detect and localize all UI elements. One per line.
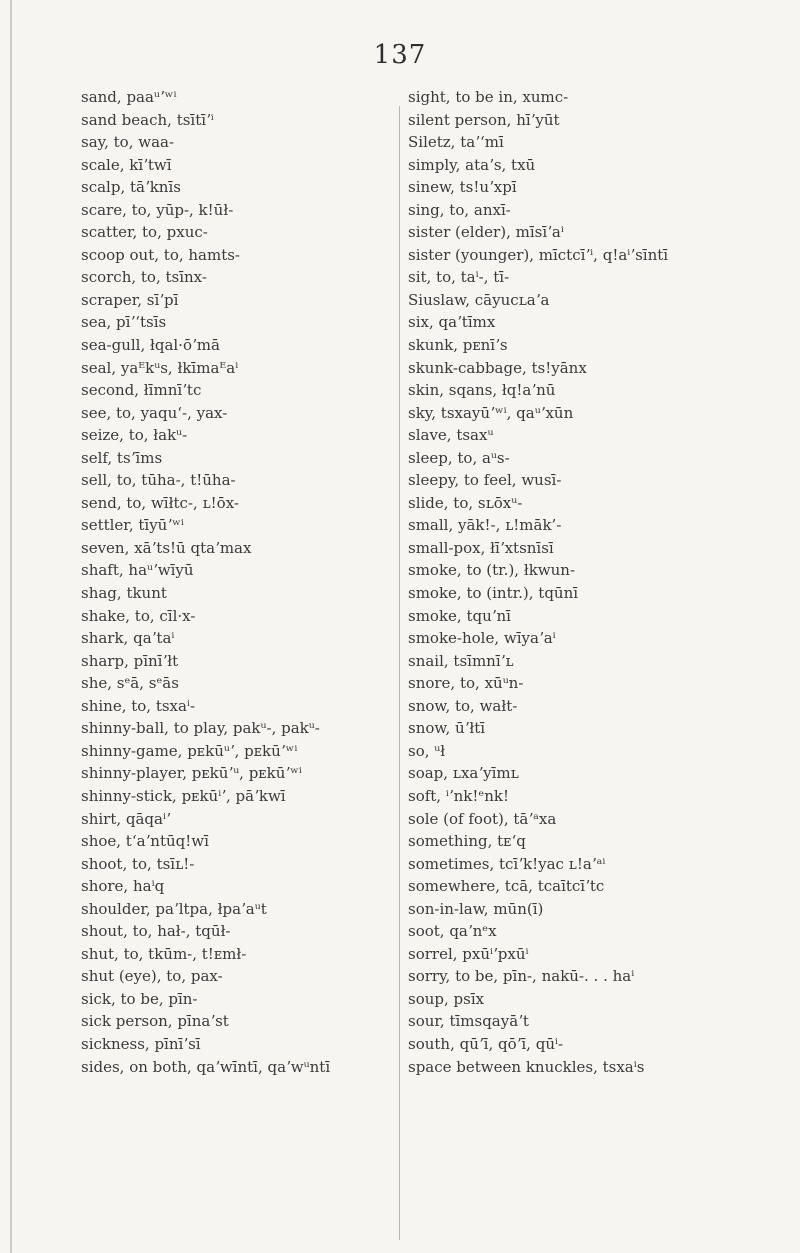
dictionary-entry: shoe, t‘aʼntūq!wī [81, 832, 209, 851]
dictionary-entry: snow, to, wałt- [408, 696, 518, 715]
dictionary-entry: sister (elder), mīsīʼaⁱ [408, 223, 564, 242]
dictionary-entry: shark, qaʼtaⁱ [81, 629, 175, 648]
dictionary-entry: scorch, to, tsīnx- [81, 268, 207, 287]
dictionary-entry: simply, ataʼs, txū [408, 155, 536, 174]
dictionary-entry: slave, tsaxᵘ [408, 426, 494, 445]
dictionary-entry: snail, tsīmnīʼʟ [408, 651, 514, 670]
left-column [81, 86, 391, 1078]
dictionary-entry: shore, haⁱq [81, 877, 165, 896]
dictionary-entry: south, qūʼī, qōʼī, qūⁱ- [408, 1034, 564, 1053]
dictionary-entry: sea, pīʼ‘tsīs [81, 313, 167, 332]
dictionary-entry: sing, to, anxī- [408, 200, 511, 219]
dictionary-entry: sickness, pīnīʼsī [81, 1034, 201, 1053]
dictionary-entry: soft, ⁱʼnk!ᵉnk! [408, 786, 509, 805]
dictionary-entry: Siletz, taʼ‘mī [408, 133, 504, 152]
dictionary-entry: sorrel, pxūⁱʼpxūⁱ [408, 944, 529, 963]
dictionary-entry: shout, to, hał-, tqūł- [81, 922, 231, 941]
page-number: 137 [373, 40, 427, 70]
dictionary-entry: Siuslaw, cāyucʟaʼa [408, 290, 550, 309]
dictionary-entry: silent person, hīʼyūt [408, 110, 560, 129]
dictionary-entry: somewhere, tcā, tcaītcīʼtc [408, 877, 605, 896]
dictionary-entry: snow, ūʼłtī [408, 719, 486, 738]
dictionary-entry: soot, qaʼnᵉx [408, 922, 497, 941]
dictionary-entry: sky, tsxayūʼʷⁱ, qaᵘʼxūn [408, 403, 574, 422]
dictionary-entry: shaft, haᵘʼwīyū [81, 561, 194, 580]
dictionary-entry: seize, to, łakᵘ- [81, 426, 188, 445]
dictionary-entry: scare, to, yūp-, k!ūł- [81, 200, 234, 219]
dictionary-entry: shake, to, cīl·x- [81, 606, 196, 625]
dictionary-entry: shut (eye), to, pax- [81, 967, 223, 986]
dictionary-entry: small, yāk!-, ʟ!māk’- [408, 516, 562, 535]
dictionary-entry: scale, kīʼtwī [81, 155, 172, 174]
dictionary-entry: sand beach, tsītīʼⁱ [81, 110, 214, 129]
dictionary-entry: shinny-game, pᴇkūᵘʼ, pᴇkūʼʷⁱ [81, 741, 298, 760]
dictionary-entry: she, sᵉā, sᵉās [81, 674, 179, 693]
dictionary-entry: smoke, to (tr.), łkwun- [408, 561, 576, 580]
dictionary-entry: son-in-law, mūn(ī) [408, 899, 544, 918]
dictionary-entry: so, ᵘł [408, 741, 446, 760]
dictionary-entry: scalp, tāʼknīs [81, 178, 181, 197]
dictionary-entry: see, to, yaqu‘-, yax- [81, 403, 228, 422]
dictionary-entry: sides, on both, qaʼwīntī, qaʼwᵘntī [81, 1057, 331, 1076]
dictionary-entry: snore, to, xūᵘn- [408, 674, 524, 693]
right-column [408, 86, 793, 1078]
dictionary-entry: sick person, pīnaʼst [81, 1012, 229, 1031]
dictionary-entry: sell, to, tūha-, t!ūha- [81, 471, 236, 490]
dictionary-entry: sour, tīmsqayāʼt [408, 1012, 529, 1031]
dictionary-entry: scatter, to, pxuc- [81, 223, 208, 242]
dictionary-entry: skin, sqans, łq!aʼnū [408, 381, 556, 400]
dictionary-entry: seven, xāʼts!ū qtaʼmax [81, 538, 252, 557]
dictionary-entry: smoke, to (intr.), tqūnī [408, 584, 579, 603]
dictionary-entry: shoot, to, tsīʟ!- [81, 854, 195, 873]
dictionary-entry: second, łīmnīʼtc [81, 381, 202, 400]
dictionary-entry: sea-gull, łqal·ōʼmā [81, 336, 220, 355]
dictionary-entry: smoke, tquʼnī [408, 606, 511, 625]
dictionary-entry: soup, psīx [408, 989, 485, 1008]
dictionary-entry: sleepy, to feel, wusī- [408, 471, 562, 490]
dictionary-entry: soap, ʟxaʼyīmʟ [408, 764, 519, 783]
dictionary-entry: scraper, sīʼpī [81, 290, 179, 309]
dictionary-entry: shirt, qāqaⁱʼ [81, 809, 171, 828]
dictionary-entry: send, to, wīłtc-, ʟ!ōx- [81, 493, 239, 512]
dictionary-entry: shinny-stick, pᴇkūⁱʼ, pāʼkwī [81, 786, 286, 805]
dictionary-entry: shag, tkunt [81, 584, 167, 603]
dictionary-entry: slide, to, sʟōxᵘ- [408, 493, 523, 512]
column-divider [399, 106, 400, 1240]
dictionary-entry: sit, to, taⁱ-, tī- [408, 268, 510, 287]
dictionary-entry: scoop out, to, hamts- [81, 245, 241, 264]
page-edge [10, 0, 12, 1253]
dictionary-entry: sole (of foot), tāʼᵃxa [408, 809, 557, 828]
dictionary-entry: shinny-ball, to play, pakᵘ-, pakᵘ- [81, 719, 320, 738]
dictionary-entry: sharp, pīnīʼłt [81, 651, 179, 670]
dictionary-entry: settler, tīyūʼʷⁱ [81, 516, 184, 535]
dictionary-entry: space between knuckles, tsxaⁱs [408, 1057, 645, 1076]
dictionary-entry: sand, paaᵘʼʷⁱ [81, 88, 177, 106]
dictionary-entry: shut, to, tkūm-, t!ᴇmł- [81, 944, 247, 963]
dictionary-entry: shine, to, tsxaⁱ- [81, 696, 196, 715]
dictionary-entry: sometimes, tcīʼk!yac ʟ!aʼᵃⁱ [408, 854, 606, 873]
dictionary-entry: sick, to be, pīn- [81, 989, 198, 1008]
dictionary-entry: say, to, waa- [81, 133, 175, 152]
dictionary-entry: seal, yaᴱkᵘs, łkīmaᴱaⁱ [81, 358, 239, 377]
dictionary-entry: sorry, to be, pīn-, nakū-. . . haⁱ [408, 967, 635, 986]
dictionary-entry: sister (younger), mīctcīʼⁱ, q!aⁱʼsīntī [408, 245, 669, 264]
dictionary-entry: shoulder, paʼltpa, łpaʼaᵘt [81, 899, 267, 918]
dictionary-entry: skunk, pᴇnīʼs [408, 336, 508, 355]
dictionary-entry: smoke-hole, wīyaʼaⁱ [408, 629, 556, 648]
dictionary-entry: something, tᴇ‘q [408, 832, 526, 851]
dictionary-entry: sleep, to, aᵘs- [408, 448, 510, 467]
dictionary-entry: shinny-player, pᴇkūʼᵘ, pᴇkūʼʷⁱ [81, 764, 302, 783]
dictionary-entry: sinew, ts!uʼxpī [408, 178, 517, 197]
dictionary-entry: self, tsʼīms [81, 448, 163, 467]
dictionary-entry: six, qaʼtīmx [408, 313, 496, 332]
dictionary-entry: skunk-cabbage, ts!yānx [408, 358, 587, 377]
dictionary-entry: sight, to be in, xumc- [408, 88, 569, 106]
dictionary-entry: small-pox, łīʼxtsnīsī [408, 538, 554, 557]
